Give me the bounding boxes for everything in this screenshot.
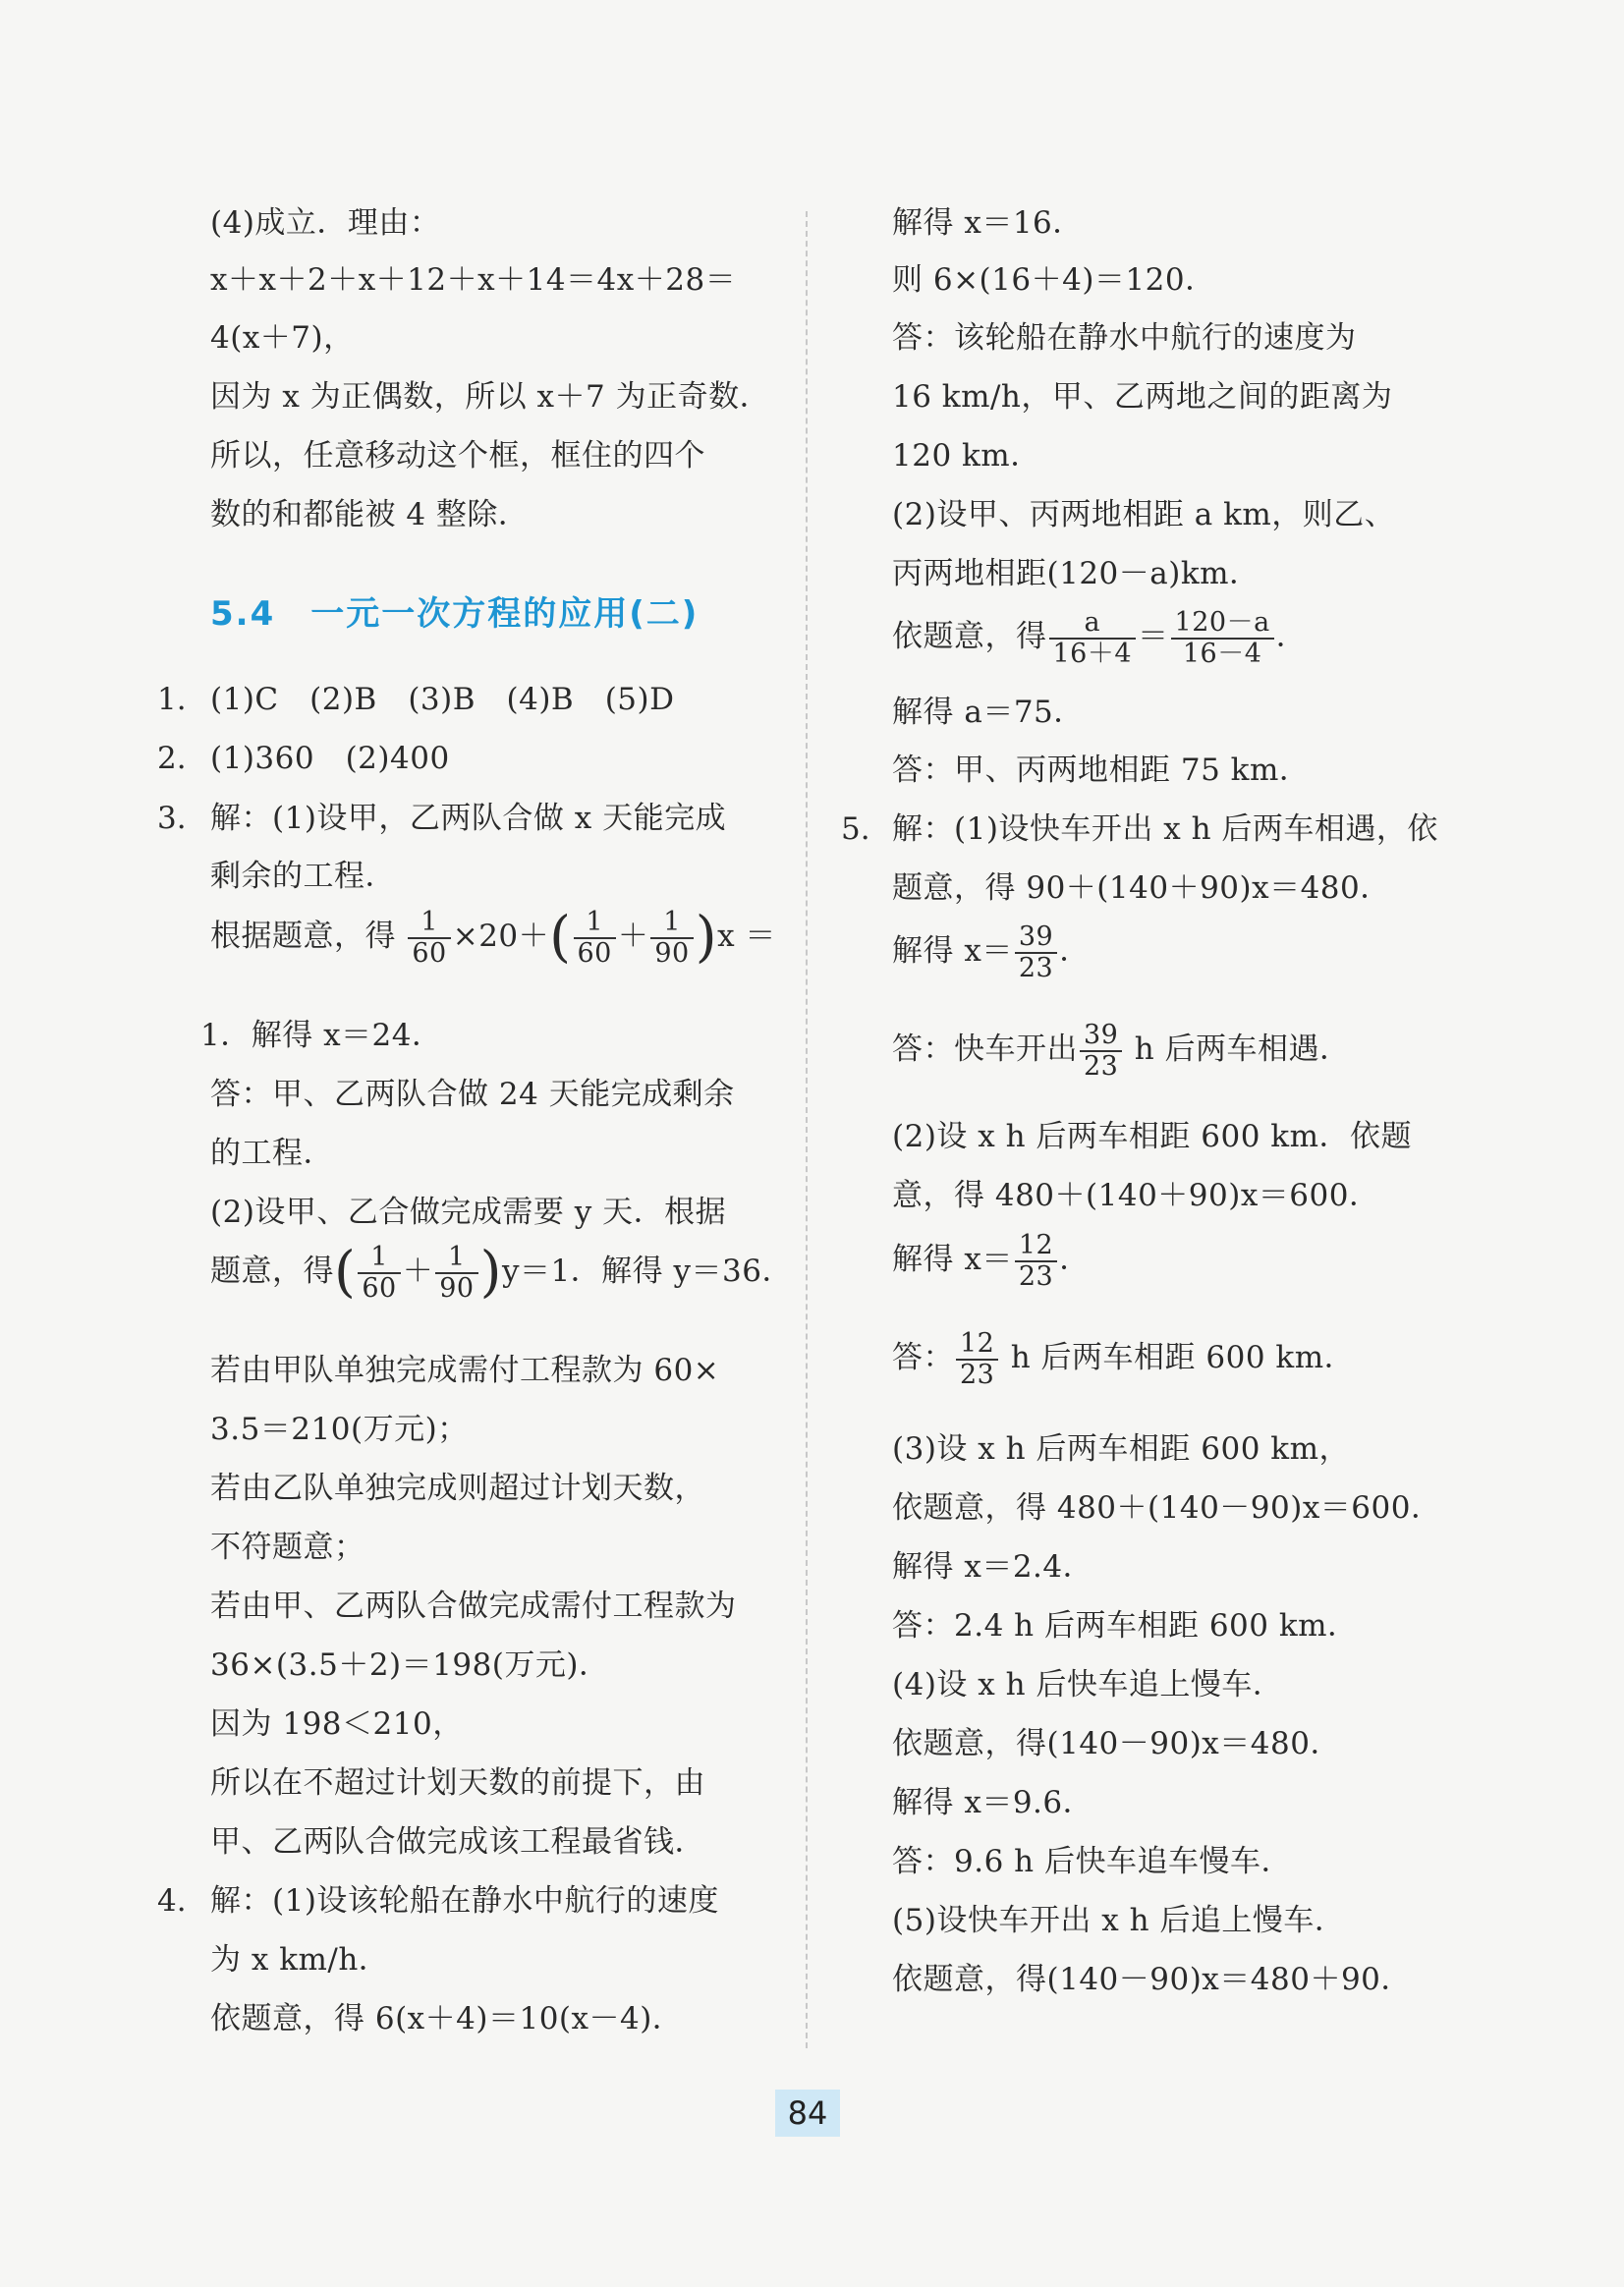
text-line: 答：甲、丙两地相距 75 km． [892, 753, 1311, 788]
text-line: 解得 a＝75． [892, 695, 1085, 730]
text-line: 3.5＝210(万元)； [210, 1412, 469, 1447]
text-line: (3)设 x h 后两车相距 600 km， [892, 1431, 1350, 1467]
text-line: 答：2.4 h 后两车相距 600 km． [892, 1608, 1359, 1644]
text-line: 1．解得 x＝24． [200, 1018, 443, 1053]
text-line: x＋x＋2＋x＋12＋x＋14＝4x＋28＝ [210, 262, 737, 298]
question-number: 3. [157, 801, 187, 836]
text-line: 解：(1)设该轮船在静水中航行的速度 [210, 1883, 719, 1919]
fraction: $\frac{120-a}{16-4}$ [1171, 608, 1274, 669]
text-line: (4)成立．理由： [210, 205, 441, 241]
text-line: (1)C (2)B (3)B (4)B (5)D [210, 682, 675, 717]
fraction: $\frac{1}{90}$ [650, 908, 693, 969]
page-number: 84 [775, 2090, 840, 2137]
text-line: 若由乙队单独完成则超过计划天数， [210, 1471, 705, 1506]
text-line: 的工程． [210, 1136, 334, 1171]
text-line: 因为 x 为正偶数，所以 x＋7 为正奇数． [210, 379, 771, 415]
text-line: 则 6×(16＋4)＝120． [892, 262, 1216, 298]
text-line: (4)设 x h 后快车追上慢车． [892, 1667, 1284, 1702]
text-line: 解：(1)设甲，乙两队合做 x 天能完成 [210, 801, 727, 836]
text-line: 依题意，得 6(x＋4)＝10(x－4)． [210, 2001, 684, 2036]
text-line: 丙两地相距(120－a)km． [892, 556, 1260, 591]
text-line: (2)设甲、乙合做完成需要 y 天．根据 [210, 1195, 727, 1230]
question-number: 5. [841, 811, 870, 847]
text-line: 甲、乙两队合做完成该工程最省钱． [210, 1824, 705, 1860]
fraction: $\frac{39}{23}$ [1015, 922, 1057, 983]
text-line: 120 km． [892, 438, 1041, 474]
section-title: 5.4 一元一次方程的应用(二) [210, 594, 700, 634]
text-line: 依题意，得(140－90)x＝480＋90． [892, 1962, 1412, 1997]
text-line: 所以，任意移动这个框，框住的四个 [210, 438, 705, 474]
fraction: $\frac{1}{60}$ [408, 908, 450, 969]
text-line: (5)设快车开出 x h 后追上慢车． [892, 1903, 1346, 1938]
fraction: $\frac{1}{90}$ [435, 1243, 477, 1304]
text-line: 所以在不超过计划天数的前提下，由 [210, 1765, 705, 1801]
question-number: 1. [157, 682, 187, 717]
text-line: (2)设 x h 后两车相距 600 km．依题 [892, 1119, 1412, 1154]
equation-line: 题意，得( $\frac{1}{60}$ ＋ $\frac{1}{90}$ )y＝1．解得 y＝36． [210, 1240, 793, 1305]
text-line: 不符题意； [210, 1530, 365, 1565]
text-line: 解得 x＝9.6． [892, 1785, 1094, 1820]
fraction: $\frac{39}{23}$ [1080, 1021, 1122, 1082]
question-number: 2. [157, 741, 187, 776]
text-line: 因为 198＜210， [210, 1706, 464, 1742]
fraction: $\frac{12}{23}$ [1015, 1231, 1057, 1292]
equation-line: 解得 x＝ $\frac{39}{23}$ ． [892, 920, 1091, 983]
equation-line: 解得 x＝ $\frac{12}{23}$ ． [892, 1229, 1091, 1292]
text-line: 依题意，得 480＋(140－90)x＝600． [892, 1490, 1442, 1526]
text-line: 为 x km/h． [210, 1942, 390, 1978]
equation-line: 根据题意，得 $\frac{1}{60}$ ×20＋( $\frac{1}{60}$ ＋ $\frac{1}{90}$ )x ＝ [210, 905, 776, 970]
text-line: (1)360 (2)400 [210, 741, 450, 776]
text-line: 4(x＋7)， [210, 320, 355, 356]
equation-line: 依题意，得 $\frac{a}{16+4}$ ＝ $\frac{120-a}{16-4}$ ． [892, 606, 1308, 669]
fraction: $\frac{1}{60}$ [574, 908, 616, 969]
text-line: 解得 x＝2.4． [892, 1549, 1094, 1585]
text-line: 数的和都能被 4 整除． [210, 497, 530, 532]
text-line: 意，得 480＋(140＋90)x＝600． [892, 1178, 1380, 1213]
fraction: $\frac{1}{60}$ [358, 1243, 400, 1304]
column-divider [806, 211, 808, 2048]
text-line: (2)设甲、丙两地相距 a km，则乙、 [892, 497, 1396, 532]
text-line: 若由甲、乙两队合做完成需付工程款为 [210, 1589, 737, 1624]
text-line: 解得 x＝16． [892, 205, 1084, 241]
text-line: 16 km/h，甲、乙两地之间的距离为 [892, 379, 1393, 415]
text-line: 解：(1)设快车开出 x h 后两车相遇，依 [892, 811, 1438, 847]
equation-line: 答： $\frac{12}{23}$ h 后两车相距 600 km． [892, 1327, 1356, 1390]
fraction: $\frac{12}{23}$ [956, 1329, 998, 1390]
text-line: 答：甲、乙两队合做 24 天能完成剩余 [210, 1077, 735, 1112]
question-number: 4. [157, 1883, 187, 1919]
equation-line: 答：快车开出 $\frac{39}{23}$ h 后两车相遇． [892, 1019, 1351, 1082]
fraction: $\frac{a}{16+4}$ [1049, 608, 1137, 669]
text-line: 答：9.6 h 后快车追车慢车． [892, 1844, 1292, 1879]
text-line: 答：该轮船在静水中航行的速度为 [892, 320, 1357, 356]
text-line: 依题意，得(140－90)x＝480． [892, 1726, 1341, 1761]
text-line: 36×(3.5＋2)＝198(万元)． [210, 1647, 610, 1683]
text-line: 题意，得 90＋(140＋90)x＝480． [892, 870, 1391, 906]
text-line: 剩余的工程． [210, 859, 396, 894]
text-line: 若由甲队单独完成需付工程款为 60× [210, 1353, 720, 1388]
